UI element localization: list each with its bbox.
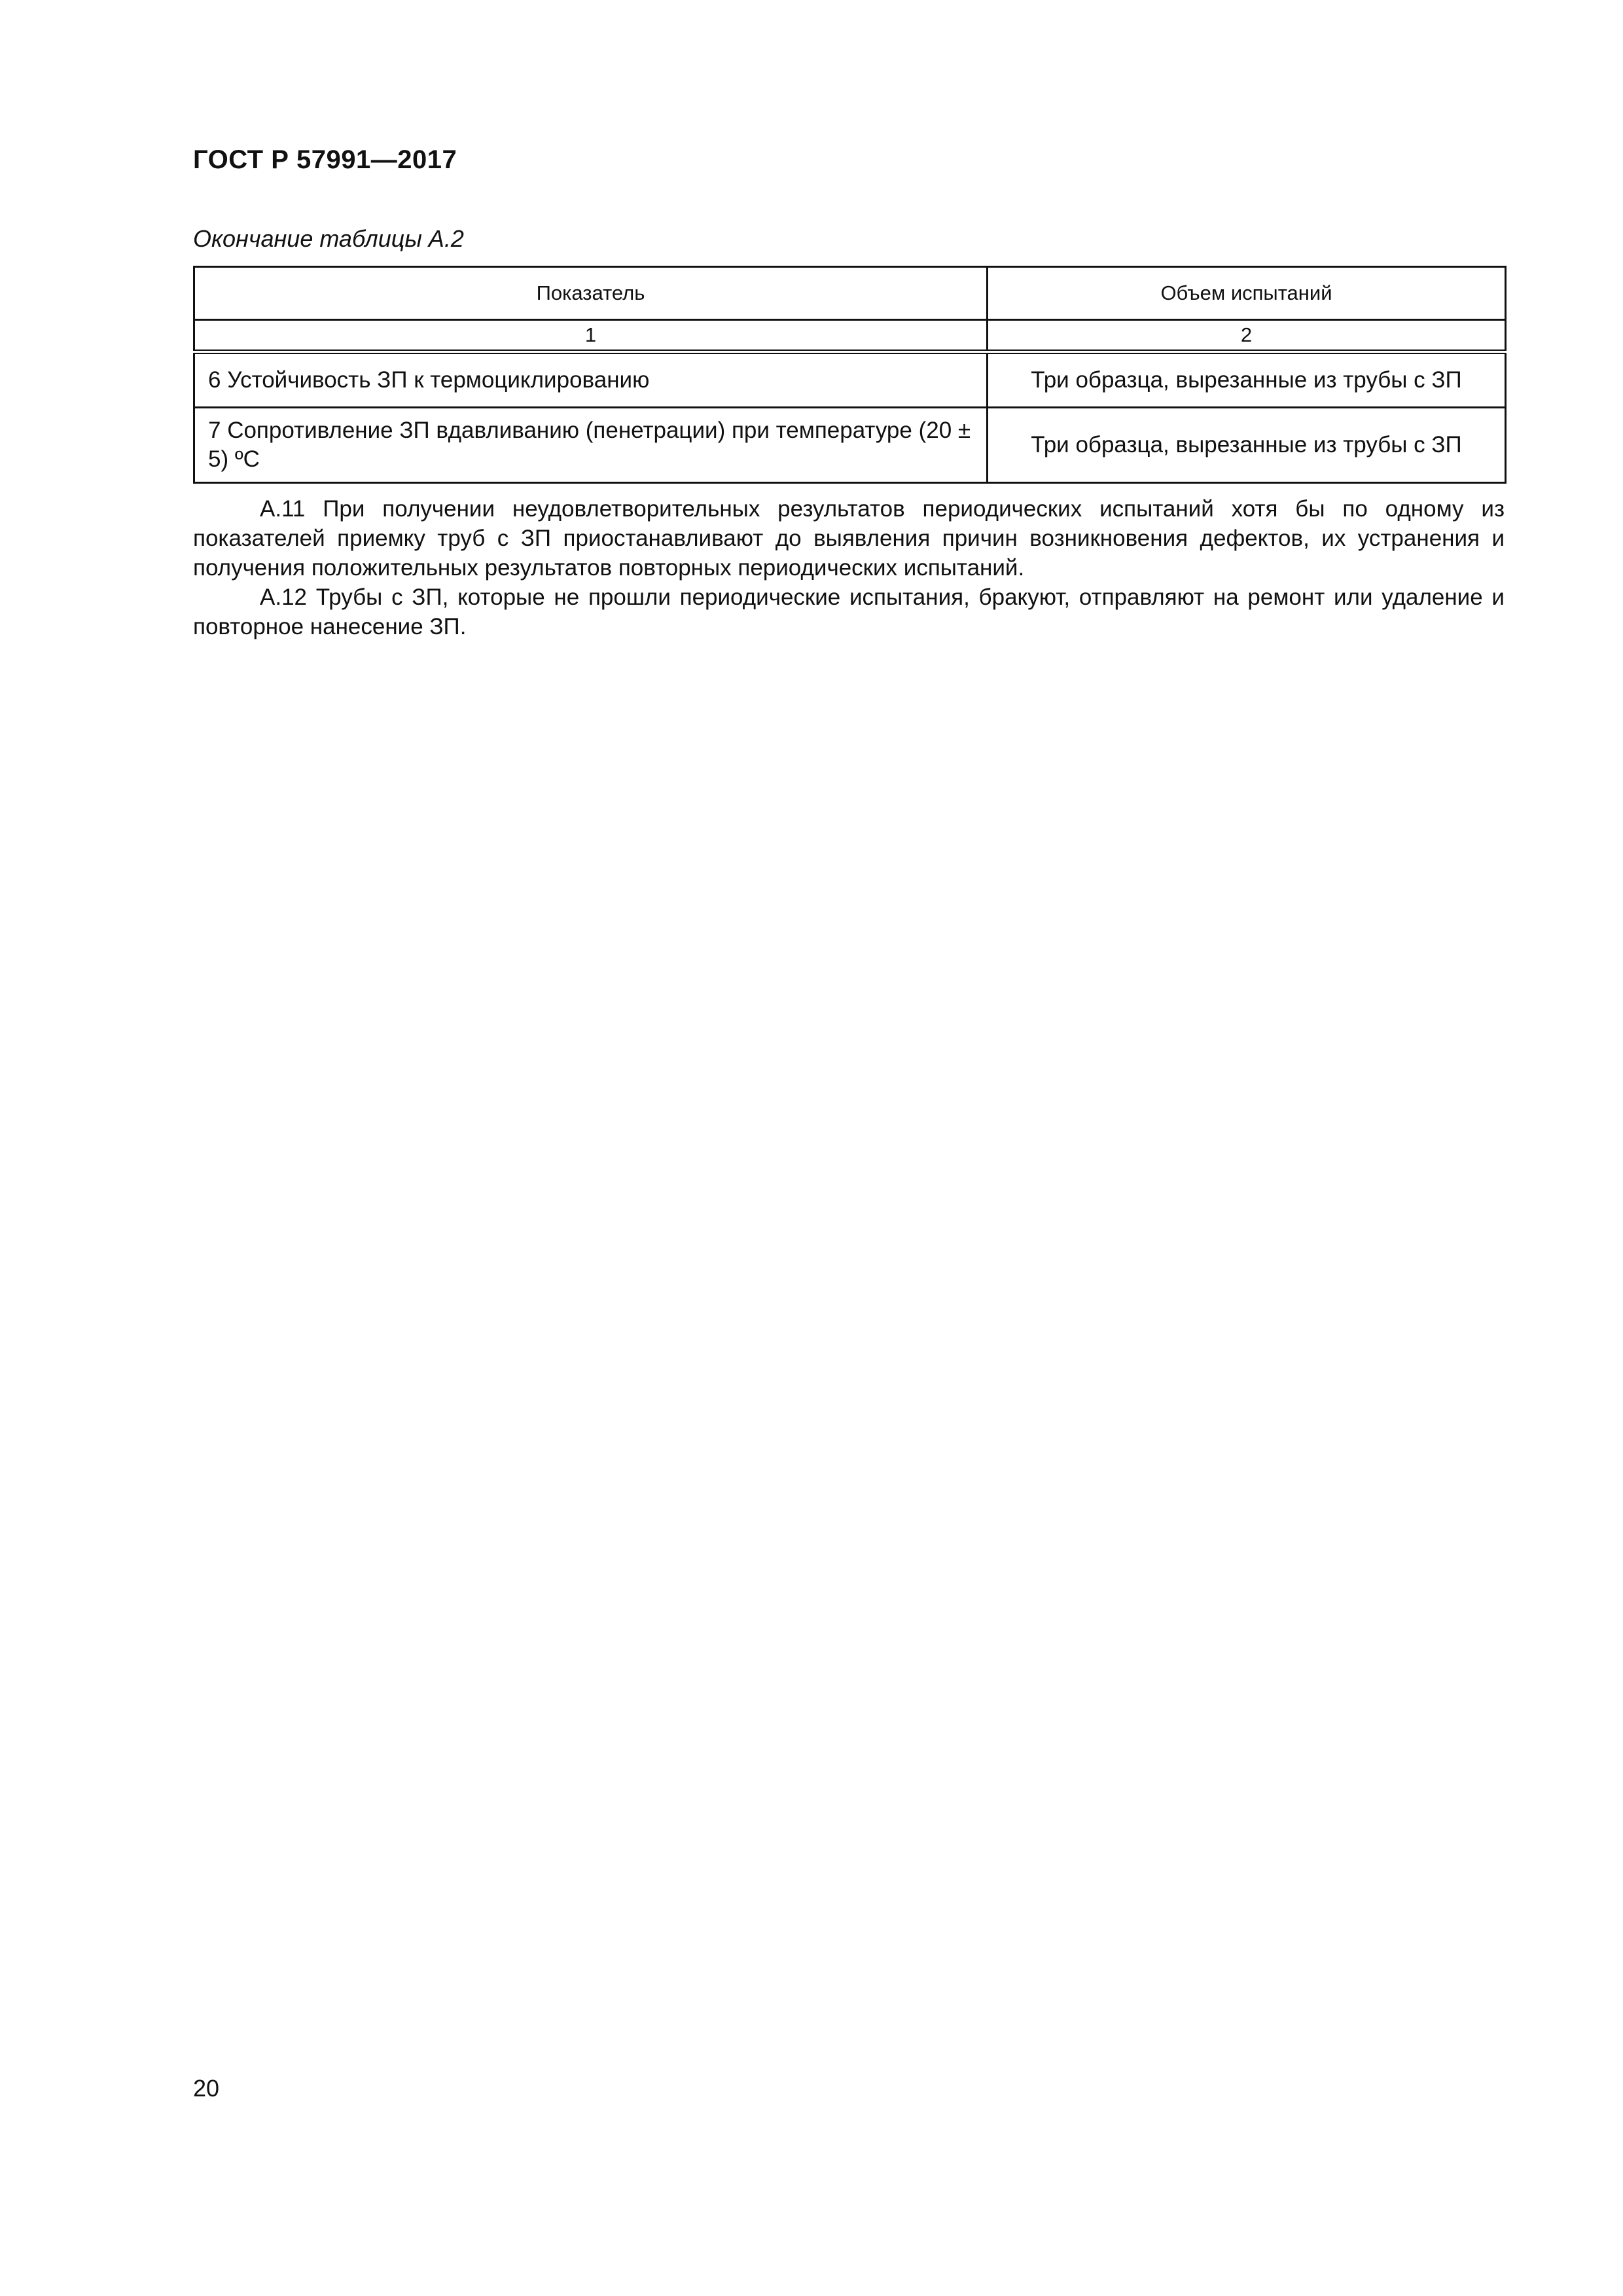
- column-number-2: 2: [988, 320, 1506, 352]
- table-caption: Окончание таблицы А.2: [193, 225, 464, 252]
- column-number-row: [194, 320, 1506, 352]
- table-header-row: [194, 267, 1506, 320]
- column-header-scope: Объем испытаний: [988, 267, 1506, 320]
- body-text: [193, 494, 1505, 641]
- scope-cell: Три образца, вырезанные из трубы с ЗП: [988, 408, 1506, 483]
- document-code: ГОСТ Р 57991—2017: [193, 145, 457, 174]
- table-row: [194, 408, 1506, 483]
- column-number-1: 1: [194, 320, 988, 352]
- paragraph-a12: А.12 Трубы с ЗП, которые не прошли периодические испытания, бракуют, отправляют на ремонт или удаление и повторное нанесение ЗП.: [193, 584, 1505, 639]
- column-header-indicator: Показатель: [194, 267, 988, 320]
- indicator-cell: 7 Сопротивление ЗП вдавливанию (пенетрации) при температуре (20 ± 5) ºС: [194, 408, 988, 483]
- paragraph-a11: А.11 При получении неудовлетворительных результатов периодических испытаний хотя бы по одному из показателей приемку труб с ЗП приостанавливают до выявления причин возникновения дефектов, их устранения и получения положительных результатов повторных периодических испытаний.: [193, 496, 1505, 581]
- test-scope-table: [193, 266, 1507, 484]
- table-row: [194, 352, 1506, 408]
- indicator-cell: 6 Устойчивость ЗП к термоциклированию: [194, 352, 988, 408]
- scope-cell: Три образца, вырезанные из трубы с ЗП: [988, 352, 1506, 408]
- page-number: 20: [193, 2075, 220, 2102]
